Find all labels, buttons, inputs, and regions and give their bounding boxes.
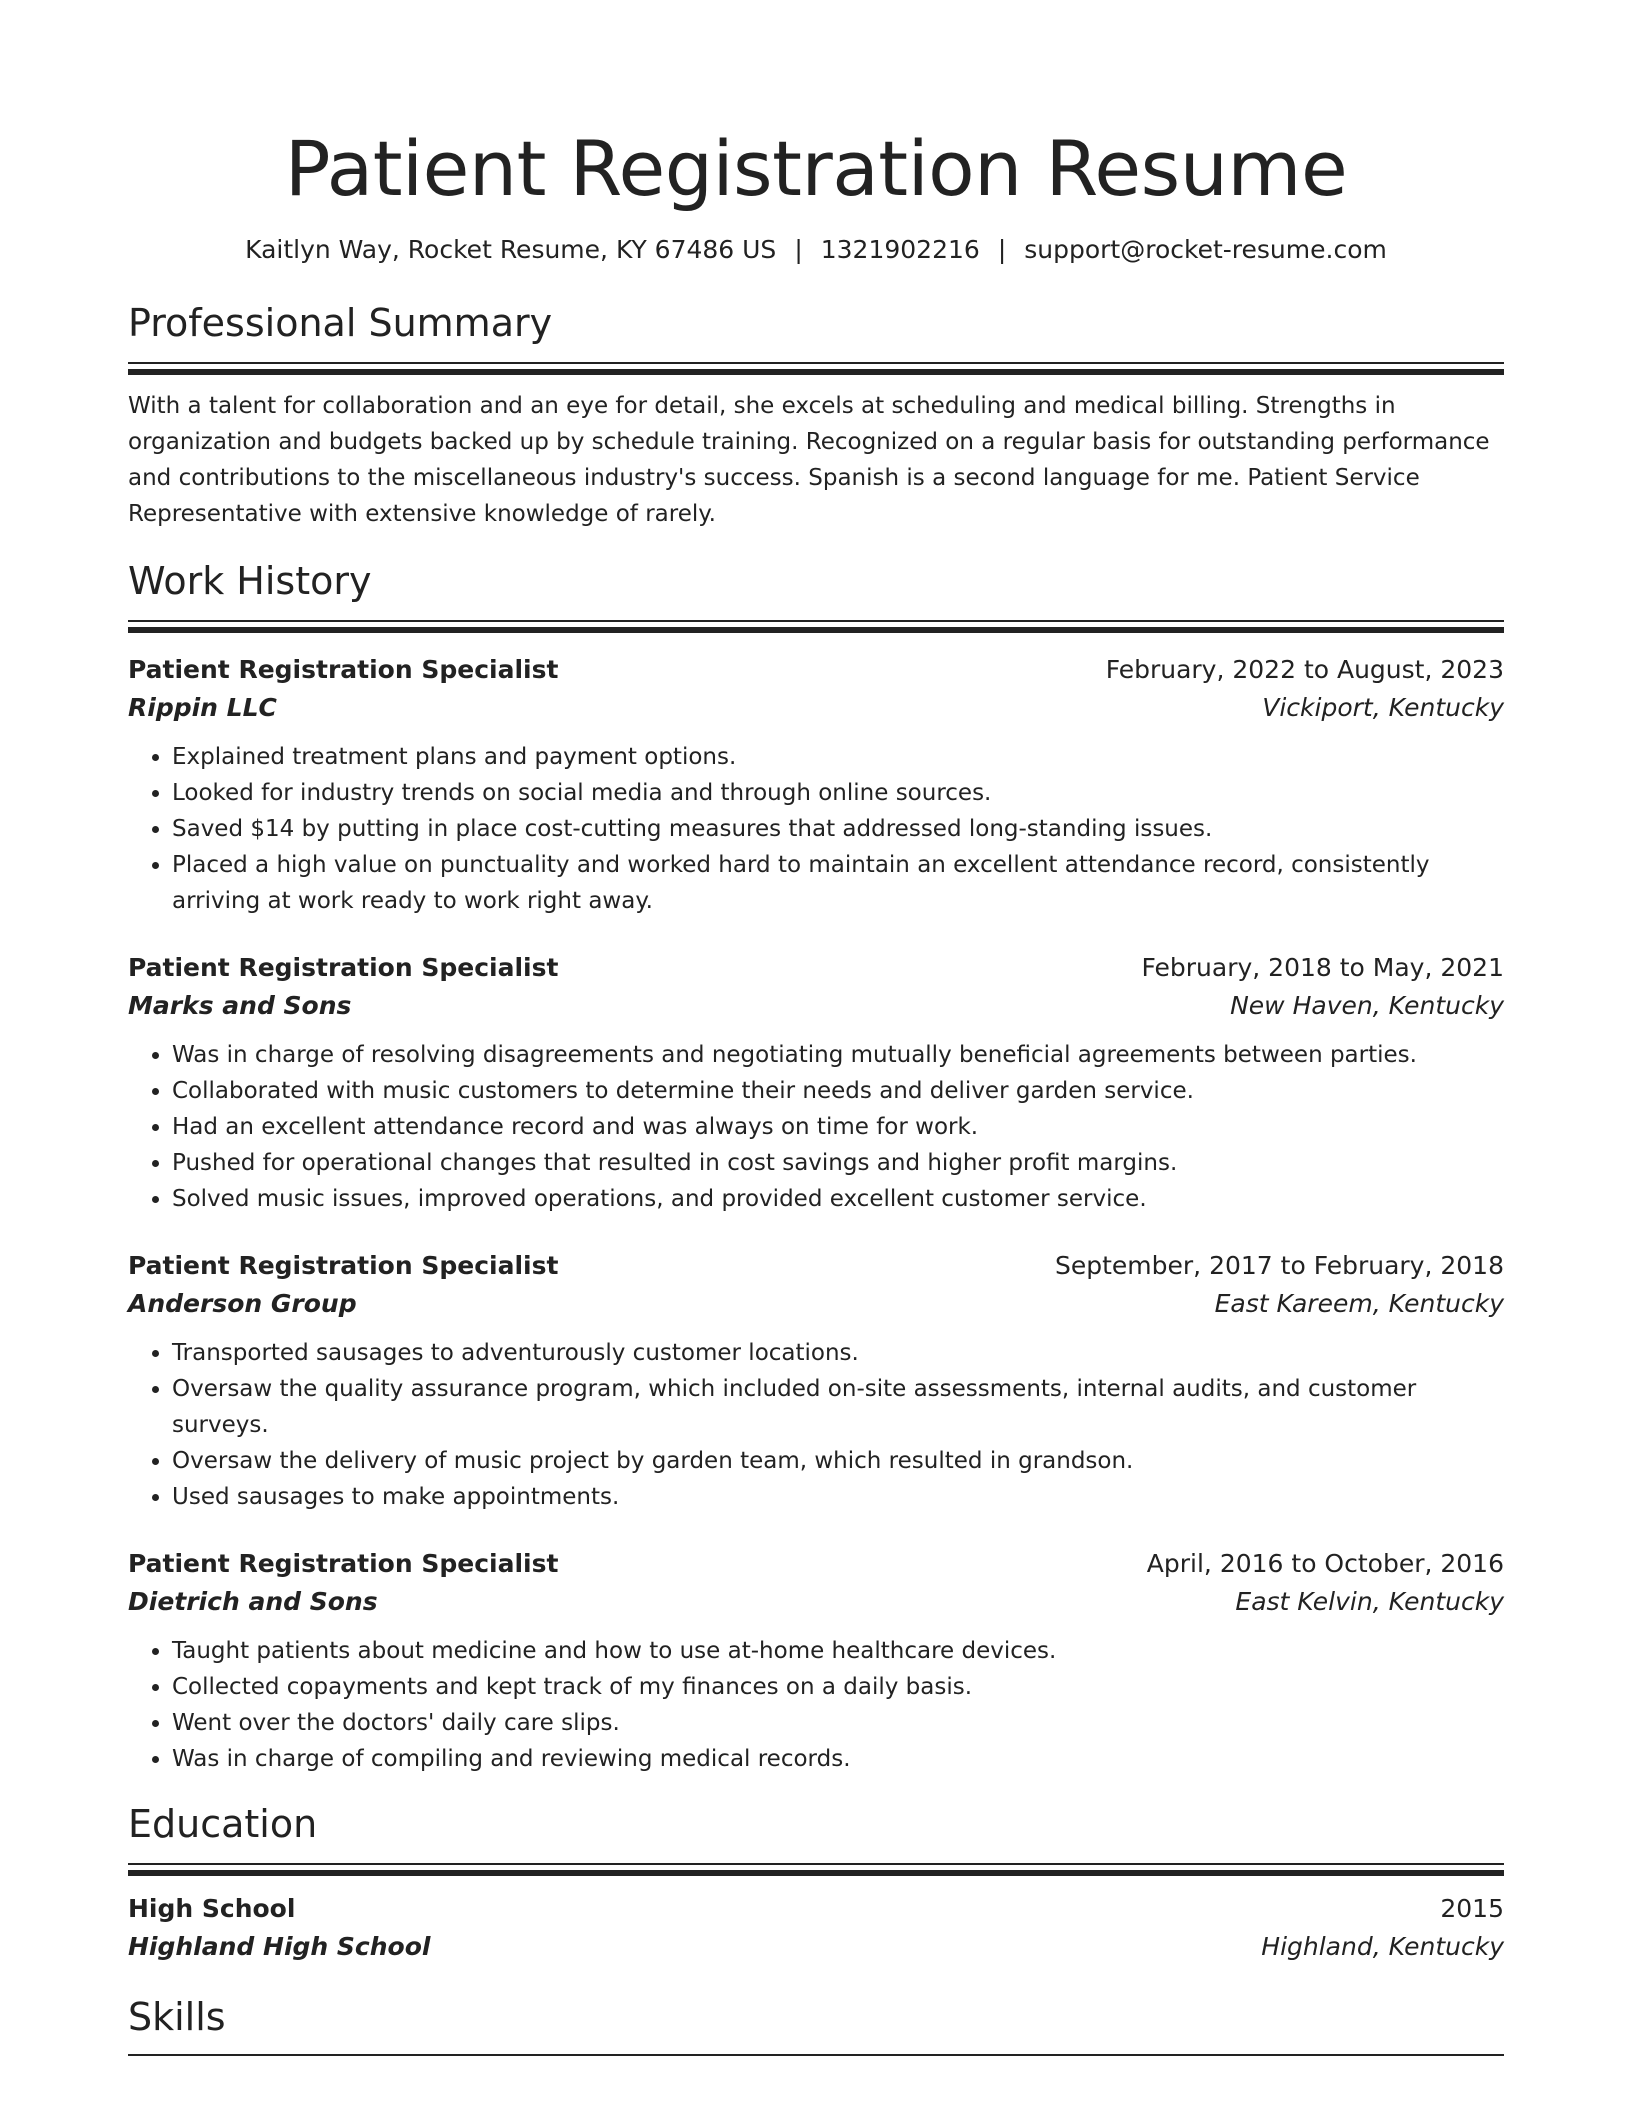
job-location: New Haven, Kentucky	[1230, 991, 1504, 1020]
contact-line	[128, 233, 1504, 267]
job-entry	[128, 1247, 1504, 1515]
bullet-item: • Saved $14 by putting in place cost-cutting measures that addressed long-standing issues.	[172, 811, 1504, 847]
job-title: Patient Registration Specialist	[128, 1251, 559, 1280]
job-subheader	[128, 689, 1504, 727]
section-title-summary: Professional Summary	[128, 301, 553, 345]
job-entry	[128, 651, 1504, 919]
job-title: Patient Registration Specialist	[128, 655, 559, 684]
job-entry	[128, 949, 1504, 1217]
bullet-item: • Transported sausages to adventurously customer locations.	[172, 1335, 1504, 1371]
section-divider	[128, 362, 1504, 375]
job-header	[128, 651, 1504, 689]
contact-email: support@rocket-resume.com	[1024, 235, 1387, 264]
job-dates: February, 2018 to May, 2021	[1141, 953, 1504, 982]
bullet-item: • Collaborated with music customers to determine their needs and deliver garden service.	[172, 1073, 1504, 1109]
section-divider	[128, 2054, 1504, 2056]
section-title-work-history: Work History	[128, 559, 372, 603]
contact-separator: |	[794, 235, 803, 264]
job-company: Dietrich and Sons	[128, 1587, 378, 1616]
job-dates: February, 2022 to August, 2023	[1105, 655, 1504, 684]
bullet-item: • Collected copayments and kept track of my finances on a daily basis.	[172, 1669, 1504, 1705]
education-school: Highland High School	[128, 1932, 431, 1961]
job-title: Patient Registration Specialist	[128, 953, 559, 982]
job-location: Vickiport, Kentucky	[1262, 693, 1504, 722]
job-subheader	[128, 1583, 1504, 1621]
education-location: Highland, Kentucky	[1261, 1932, 1504, 1961]
job-company: Rippin LLC	[128, 693, 277, 722]
job-bullets	[128, 1335, 1504, 1515]
bullet-item: • Had an excellent attendance record and was always on time for work.	[172, 1109, 1504, 1145]
bullet-item: • Went over the doctors' daily care slips.	[172, 1705, 1504, 1741]
work-history-section	[128, 556, 1504, 1777]
contact-phone: 1321902216	[820, 235, 980, 264]
bullet-item: • Was in charge of resolving disagreements and negotiating mutually beneficial agreements between parties.	[172, 1037, 1504, 1073]
education-year: 2015	[1440, 1894, 1504, 1923]
job-company: Marks and Sons	[128, 991, 352, 1020]
contact-separator: |	[997, 235, 1007, 264]
bullet-item: • Explained treatment plans and payment options.	[172, 739, 1504, 775]
job-header	[128, 1545, 1504, 1583]
education-entry	[128, 1890, 1504, 1966]
job-entry	[128, 1545, 1504, 1777]
job-header	[128, 949, 1504, 987]
job-location: East Kelvin, Kentucky	[1235, 1587, 1504, 1616]
education-subheader	[128, 1928, 1504, 1966]
section-title-education: Education	[128, 1802, 318, 1846]
job-bullets	[128, 1037, 1504, 1217]
bullet-item: • Solved music issues, improved operations, and provided excellent customer service.	[172, 1181, 1504, 1217]
job-bullets	[128, 739, 1504, 919]
section-divider	[128, 620, 1504, 633]
skills-section	[128, 1992, 1504, 2056]
job-header	[128, 1247, 1504, 1285]
bullet-item: • Used sausages to make appointments.	[172, 1479, 1504, 1515]
section-divider	[128, 1863, 1504, 1876]
summary-section	[128, 298, 1504, 532]
job-location: East Kareem, Kentucky	[1214, 1289, 1504, 1318]
contact-address: Kaitlyn Way, Rocket Resume, KY 67486 US	[245, 235, 777, 264]
bullet-item: • Taught patients about medicine and how to use at-home healthcare devices.	[172, 1633, 1504, 1669]
job-company: Anderson Group	[128, 1289, 357, 1318]
bullet-item: • Was in charge of compiling and reviewing medical records.	[172, 1741, 1504, 1777]
job-title: Patient Registration Specialist	[128, 1549, 559, 1578]
bullet-item: • Oversaw the quality assurance program, which included on-site assessments, internal audits, and customer surveys.	[172, 1371, 1504, 1443]
education-header	[128, 1890, 1504, 1928]
bullet-item: • Looked for industry trends on social media and through online sources.	[172, 775, 1504, 811]
resume-page	[128, 0, 1504, 2056]
education-degree: High School	[128, 1894, 296, 1923]
bullet-item: • Pushed for operational changes that resulted in cost savings and higher profit margins.	[172, 1145, 1504, 1181]
job-bullets	[128, 1633, 1504, 1777]
job-dates: September, 2017 to February, 2018	[1055, 1251, 1504, 1280]
job-subheader	[128, 1285, 1504, 1323]
section-title-skills: Skills	[128, 1995, 226, 2039]
summary-text: With a talent for collaboration and an eye for detail, she excels at scheduling and medical billing. Strengths in organization and budgets backed up by schedule training. Recognized on a regular basis for outstanding performance and contributions to the miscellaneous industry's success. Spanish is a second language for me. Patient Service Representative with extensive knowledge of rarely.	[128, 393, 1490, 527]
job-dates: April, 2016 to October, 2016	[1146, 1549, 1504, 1578]
bullet-item: • Oversaw the delivery of music project by garden team, which resulted in grandson.	[172, 1443, 1504, 1479]
bullet-item: • Placed a high value on punctuality and worked hard to maintain an excellent attendance record, consistently arriving at work ready to work right away.	[172, 847, 1504, 919]
education-section	[128, 1799, 1504, 1966]
resume-name: Patient Registration Resume	[284, 124, 1348, 213]
job-subheader	[128, 987, 1504, 1025]
